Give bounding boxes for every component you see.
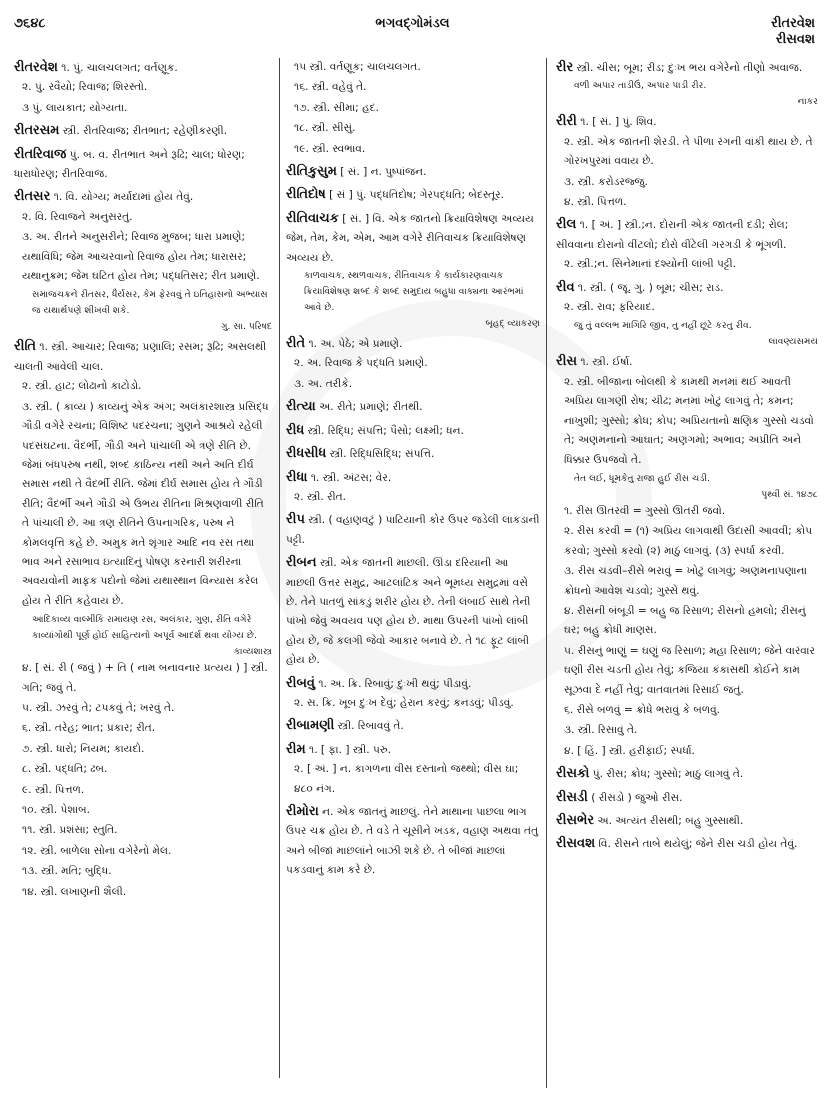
sense: ૧૧. સ્ત્રી. પ્રશંસા; સ્તુતિ. [22,824,118,837]
sense: ૧૫ સ્ત્રી. વર્તણૂક; ચાલચલગત. [294,61,421,73]
entry-definition [286,510,540,550]
sense: ૨. સ્ત્રી. રીત. [294,490,347,503]
dictionary-entry [14,187,272,334]
headword: રીબન [286,555,317,571]
sense: ૧૪. સ્ત્રી. લખાણની શૈલી. [22,885,127,898]
definition-text: ન. એક જાતનું માછલું. તેને માથાના પાછલા ભાગ ઉપર ચક્ર હોય છે. તે વડે તે ચૂસીને ખડક, વહાણ અથવા તંતુ અને બીજાં માછલાંને બાઝી શકે છે. તે બીજાં માછલાં પકડવાનું કામ કરે છે. [286,806,539,877]
sense: ૧૮. સ્ત્રી. સીસું. [294,122,356,135]
entry-definition [286,716,540,736]
dictionary-entry [286,802,540,881]
definition-text: પું. બ. વ. રીતભાત અને રૂઢિ; ચાલ; ધોરણ; ધારાધોરણ; રીતરિવાજ. [14,148,245,181]
dictionary-entry [556,278,818,350]
citation-source: નાકર [797,96,818,108]
headword: રીબામણી [286,718,335,734]
dictionary-entry [556,764,818,784]
entry-definition [556,811,818,831]
entry-definition [286,553,540,670]
dictionary-entry [556,788,818,808]
citation-source: ગુ. સા. પરિષદ [220,321,272,333]
headword: રીતરસમ [14,123,60,139]
dictionary-entry [556,215,818,274]
sense: ૧૩. સ્ત્રી. મતિ; બુદ્ધિ. [22,865,112,878]
headword: રીતિ [14,339,36,355]
definition-text: ( રીસડો ) જુઓ રીસ. [591,791,683,804]
sense: ૫. સ્ત્રી. ઝરવું તે; ટપકવું તે; ખરવું તે. [22,701,175,714]
sense: ૯. સ્ત્રી. પિત્તળ. [22,783,85,796]
entry-definition [286,740,540,760]
definition-text: અ. રીતે; પ્રમાણે; રીતથી. [319,401,423,414]
sense: ૭. સ્ત્રી. ધારો; નિયમ; કાયદો. [22,742,145,755]
sense: ૨. સ્ત્રી. એક જાતની શેરડી. તે પીળા રંગની વાંકી થાય છે. તે ગોરખપુરમાં વવાય છે. [564,135,813,168]
sense: ૨. સ્ત્રી. બીજાના બોલથી કે કામથી મનમાં થઈ આવતી અપ્રિય લાગણી રોષ; ચીઢ; મનમાં ખોટું લાગવું તે; કમન; નાખુશી; ગુસ્સો; ક્રોધ; કોપ; અપ્રિયતાનો ક્ષણિક ગુસ્સો ચડવો તે; અણમનાનો આઘાત; અણગમો; અભાવ; અપ્રીતિ અને ધિક્કાર ઉપજવો તે. [564,375,814,466]
column-1 [14,58,272,905]
definition-text: સ્ત્રી. રીતરિવાજ; રીતભાત; રહેણીકરણી. [62,125,228,138]
entry-definition [14,187,272,207]
entry-definition [14,58,272,78]
column-3 [556,58,818,858]
entry-definition [556,788,818,808]
sense: ૧૯. સ્ત્રી. સ્વભાવ. [294,142,366,155]
sense: ૩. સ્ત્રી. રિસાવું તે. [564,724,638,737]
entry-definition [14,337,272,377]
entry-definition [286,468,540,488]
definition-text: ૧. સ્ત્રી. આચાર; રિવાજ; પ્રણાલિ; રસમ; રૂઢિ; અસલથી ચાલતી આવેલી ચાલ. [14,341,267,373]
page-number: ૭૬૪૮ [14,16,46,31]
citation-source: લાવણ્યસમય [768,336,818,348]
definition-text: પું. રીસ; ક્રોધ; ગુસ્સો; માઠું લાગવું તે. [592,768,744,781]
sense: ૬. સ્ત્રી. તરેહ; ભાત; પ્રકાર; રીત. [22,722,156,735]
sense: ૮. સ્ત્રી. પદ્ધતિ; ઢબ. [22,763,108,776]
definition-text: ૧. વિ. યોગ્ય; મર્યાદામાં હોય તેવું. [53,191,194,204]
definition-text: સ્ત્રી. ( વહાણવટું ) પાટિયાની કોર ઉપર જડેલી લાકડાની પટ્ટી. [286,514,540,546]
dictionary-entry [286,444,540,464]
book-title: ભગવદ્ગોમંડલ [375,16,450,31]
dictionary-entry [286,397,540,417]
sense: ૧. રીસ ઊતરવી = ગુસ્સો ઊતરી જવો. [564,504,726,517]
sense: ૪. સ્ત્રી. પિત્તળ. [564,196,627,209]
citation-quote: આદિકાવ્ય વાલ્મીકિ રામાયણ રસ, અલંકાર, ગુણ, રીતિ વગેરે કાવ્યાંગોથી પૂર્ણ હોઈ સાહિત્યનો અપૂર્વ આદર્શ થવા યોગ્ય છે. [32,614,257,642]
headword: રીતસર [14,189,51,205]
entry-definition [14,121,272,141]
sense: ૨. વિ. રિવાજને અનુસરતું. [22,210,133,223]
headword: રીપ [286,512,305,528]
sense: ૩. સ્ત્રી. ( કાવ્ય ) કાવ્યનું એક અંગ; અલંકારશાસ્ત્ર પ્રસિદ્ધ ગૌડી વગેરે રચના; વિશિષ્ટ પદરચના; ગુણને આશ્રયે રહેલી પદસંઘટના. વૈદર્ભી, ગૌડી અને પાંચાલી એ ત્રણે રીતિ છે. જેમાં બંધપરુષ નથી, શબ્દ કાઠિન્ય નથી અને અતિ દીર્ઘ સમાસ નથી તે વૈદર્ભી રીતિ. જેમાં દીર્ઘ સમાસ હોય તે ગૌડી રીતિ; વૈદર્ભી અને ગૌડી એ ઉભય રીતિના મિશ્રણવાળી રીતિ તે પાંચાલી છે. આ ત્રણ રીતિને ઉપનાગરિક, પરુષ ને કોમલવૃત્તિ કહે છે. અમુક મતે શૃંગાર આદિ નવ રસ તથા ભાવ અને રસાભાવ ઇત્યાદિનું પોષણ કરનારી શરીરના અવયવોની માફક પદોનો જેમાં યથાસ્થાન વિન્યાસ કરેલ હોય તે રીતિ કહેવાય છે. [22,400,269,607]
definition-text: [ સં. ] વિ. એક જાતનો ક્રિયાવિશેષણ અવ્યય જેમ, તેમ, કેમ, એમ, આમ વગેરે રીતિવાચક ક્રિયાવિશેષણ અવ્યય છે. [286,212,534,264]
headword: રીમ [286,741,306,757]
sense: ૩. અ. રીતને અનુસરીને; રિવાજ મુજબ; ધારા પ્રમાણે; યથાવિધિ; જેમ આચરવાનો રિવાજ હોય તેમ; ધારાસર; યથાનુક્રમ; જેમ ઘટિત હોય તેમ; પદ્ધતિસર; રીત પ્રમાણે. [22,231,260,283]
headword: રીતિવાચક [286,210,339,226]
citation-quote: કાળવાચક, સ્થળવાચક, રીતિવાચક કે કાર્યકારણવાચક ક્રિયાવિશેષણ શબ્દ કે શબ્દ સમુદાય બહુધા વાક્યના આરંભમાં આવે છે. [304,270,524,314]
definition-text: ૧. [ ફા. ] સ્ત્રી. પરુ. [309,743,392,756]
headword: રીસકો [556,766,590,782]
entry-definition [556,58,818,78]
dictionary-entry [556,112,818,212]
dictionary-entry [286,510,540,550]
entry-definition [286,334,540,354]
sense: ૨. સ. ક્રિ. ખૂબ દુઃખ દેવું; હેરાન કરવું; કનડવું; પીડવું. [294,696,514,709]
sense: ૨. સ્ત્રી.;ન. સિનેમાનાં દશ્યોની લાંબી પટ્ટી. [564,258,736,271]
headword: રીસડી [556,789,588,805]
definition-text: [ સં. ] ન. પુષ્પાંજન. [340,166,427,179]
headword: રીસ [556,354,577,370]
dictionary-entry [286,468,540,508]
dictionary-entry [556,352,818,761]
sense: ૧૬. સ્ત્રી. વહેવું તે. [294,81,367,94]
entry-definition [286,209,540,268]
definition-text: સ્ત્રી. ચીસ; બૂમ; રીડ; દુઃખ ભય વગેરેનો તીણો અવાજ. [576,62,803,74]
citation-quote: સમાજચક્રને રીતસર, ધૈર્યસર, કેમ ફેરવવું તે ઇતિહાસનો અભ્યાસ જ યથાર્થપણે શીખવી શકે. [32,289,268,317]
headword: રીર [556,60,574,75]
definition-text: સ્ત્રી. એક જાતની માછલી. ઊંડા દરિયાની આ માછલી ઉત્તર સમુદ્ર, આટલાંટિક અને ભૂમધ્ય સમુદ્રમાં વસે છે. તેને પાતળું સાંકડું શરીર હોય છે. તેની લંબાઈ સાથે તેની પાંખો જેવું અવયવ પણ હોય છે. માથા ઉપરની પાંખો લાંબી હોય છે, જે કલગી જેવો આકાર બનાવે છે. તે ૧૮ ફૂટ લાંબી હોય છે. [286,557,531,667]
dictionary-entry [556,58,818,109]
sense: ૨. [ અં. ] ન. કાગળના વીસ દસ્તાનો જથ્થો; વીસ ઘા; ૪૮૦ નંગ. [294,763,519,795]
definition-text: ૧. [ અં. ] સ્ત્રી.;ન. દોરાની એક જાતની દડી; રોલ; સીવવાના દોરાનો વીંટલો; દોરો વીંટેલી ગરગડી કે ભૂંગળી. [556,219,789,251]
headword: રીબવું [286,675,315,691]
guide-words [771,16,815,48]
sense: ૧૨. સ્ત્રી. બાળેલા સોના વગેરેનો મેલ. [22,844,172,857]
entry-definition [286,397,540,417]
headword: રીધા [286,469,308,485]
definition-text: ૧. અ. ક્રિ. રિબાવું; દુઃખી થવું; પીડાવું. [318,677,472,690]
sense: ૨. સ્ત્રી. હાટ; લોઢાનો કાટોડો. [22,380,142,393]
definition-text: [ સં ] પું. પદ્ધતિદોષ; ગેરપદ્ધતિ; બેદસ્તૂર. [329,189,504,202]
definition-text: સ્ત્રી. રિબાવવું તે. [337,720,404,733]
sense: ૨. રીસ કરવી = (૧) અપ્રિય લાગવાથી ઉદાસી આવવી; કોપ કરવો; ગુસ્સો કરવો (૨) માઠું લાગવું. (૩) સ્પર્ધા કરવી. [564,525,813,557]
sense: ૫. રીસનું ભાણું = ઘણું જ રિસાળ; મહા રિસાળ; જેને વારંવાર ઘણી રીસ ચડતી હોય તેવું; કજિયા કંકાસથી કોઈને કામ સૂઝવા દે નહીં તેવું; વાતવાતમાં રિસાઈ જતું. [564,644,815,696]
citation-source: બૃહદ્ વ્યાકરણ [485,318,540,330]
definition-text: સ્ત્રી. રિદ્ધિસિદ્ધિ; સંપત્તિ. [329,448,435,461]
headword: રીતિદોષ [286,187,326,203]
entry-definition [286,185,540,205]
sense: ૨. સ્ત્રી. રાવ; ફરિયાદ. [564,301,655,314]
entry-definition [286,162,540,182]
sense: ૧૭. સ્ત્રી. સીમા; હદ. [294,101,379,114]
entry-definition [556,112,818,132]
headword: રીધ [286,422,305,438]
dictionary-entry [286,740,540,799]
dictionary-entry [286,58,540,159]
definition-text: ૧. પું. ચાલચલગત; વર્તણૂક. [61,62,178,74]
headword: રીલ [556,217,577,233]
entry-definition [556,764,818,784]
headword: રીતરવેશ [14,60,58,75]
column-2 [286,58,540,884]
sense: ૪. રીસની બંબૂડી = બહુ જ રિસાળ; રીસનો હમલો; રીસનું ઘર; બહુ ક્રોધી માણસ. [564,604,806,637]
dictionary-entry [14,337,272,902]
dictionary-entry [286,421,540,441]
dictionary-entry [14,58,272,118]
dictionary-entry [14,145,272,185]
dictionary-entry [286,162,540,182]
citation-quote: વળી અપાર તાડીઉં, અપાર પાડી રીર. [574,80,707,92]
citation-source: કાવ્યશાસ્ત્ર [233,646,272,658]
definition-text: ૧. અ. પેઠે; એ પ્રમાણે. [308,338,403,351]
sense: ૩. અ. તરીકે. [294,377,353,390]
sense: ૧૦. સ્ત્રી. પેશાબ. [22,804,91,816]
headword: રીધસીધ [286,446,327,462]
column-divider [279,58,280,1078]
entry-definition [556,352,818,372]
headword: રીરી [556,114,577,130]
definition-text: અ. અત્યંત રીસથી; બહુ ગુસ્સાથી. [597,815,744,827]
headword: રીવ [556,279,575,295]
definition-text: વિ. રીસને તાબે થયેલું; જેને રીસ ચડી હોય તેવું. [598,838,798,851]
citation-source: પૃથ્વી સં. ૧૪૭૮ [761,488,818,500]
sense: ૪. [ હિં. ] સ્ત્રી. હરીફાઈ; સ્પર્ધા. [564,744,695,757]
headword: રીતિકુસુમ [286,164,337,180]
definition-text: ૧. સ્ત્રી. ઈર્ષા. [580,356,633,369]
dictionary-entry [286,553,540,670]
definition-text: ૧. [ સં. ] પું. શિવ. [580,116,657,129]
entry-definition [556,834,818,854]
guide-word-first: રીતરવેશ [771,16,815,31]
headword: રીસભેર [556,813,595,828]
column-divider [546,58,547,1088]
headword: રીતે [286,336,306,352]
headword: રીતરિવાજ [14,146,67,162]
guide-word-last: રીસવશ [775,32,815,47]
sense: ૬. રીસે બળવું = ક્રોધે ભરાવું કે બળવું. [564,703,721,716]
sense: ૨. અ. રિવાજ કે પદ્ધતિ પ્રમાણે. [294,357,428,370]
sense: ૩. સ્ત્રી. કરોડરજ્જુ. [564,175,648,188]
sense: ૩ પું. લાયકાત; યોગ્યતા. [22,101,128,114]
headword: રીમોરા [286,804,319,819]
entry-definition [286,421,540,441]
dictionary-entry [286,716,540,736]
definition-text: ૧. સ્ત્રી. અંટસ; વેર. [310,471,392,484]
entry-definition [286,802,540,881]
sense: ૨. પું. રવૈયો; રિવાજ; શિરસ્તો. [22,81,148,94]
entry-definition [286,674,540,694]
entry-definition [286,444,540,464]
sense: ૩. રીસ ચડવી–રીસે ભરાવું = ખોટું લાગવું; અણમનાપણાના ક્રોધનો આવેશ ચડવો; ગુસ્સે થવું. [564,565,808,597]
dictionary-entry [286,209,540,331]
dictionary-entry [556,811,818,831]
headword: રીસવશ [556,836,596,852]
citation-quote: તેત લઈ, ધૂમકેતુ રાજા હુઈ રીસ ચડી. [574,472,710,484]
dictionary-entry [286,334,540,394]
entry-definition [556,215,818,255]
citation-quote: જુ તું વલ્લભ માગિરિ જીવ, તુ નહીં છૂટે કરતુ રીવ. [574,320,752,332]
dictionary-entry [14,121,272,141]
definition-text: સ્ત્રી. રિદ્ધિ; સંપત્તિ; પૈસો; લક્ષ્મી; ધન. [307,424,464,437]
sense: ૪. [ સં. રી ( જવું ) + તિ ( નામ બનાવનાર પ્રત્યય ) ] સ્ત્રી. ગતિ; જવું તે. [22,662,268,694]
entry-definition [14,145,272,185]
page-header [0,10,825,50]
definition-text: ૧. સ્ત્રી. ( જૂ. ગુ. ) બૂમ; ચીસ; રાડ. [577,281,724,294]
dictionary-entry [286,185,540,205]
entry-definition [556,278,818,298]
headword: રીત્યા [286,399,316,415]
dictionary-entry [286,674,540,714]
dictionary-entry [556,834,818,854]
